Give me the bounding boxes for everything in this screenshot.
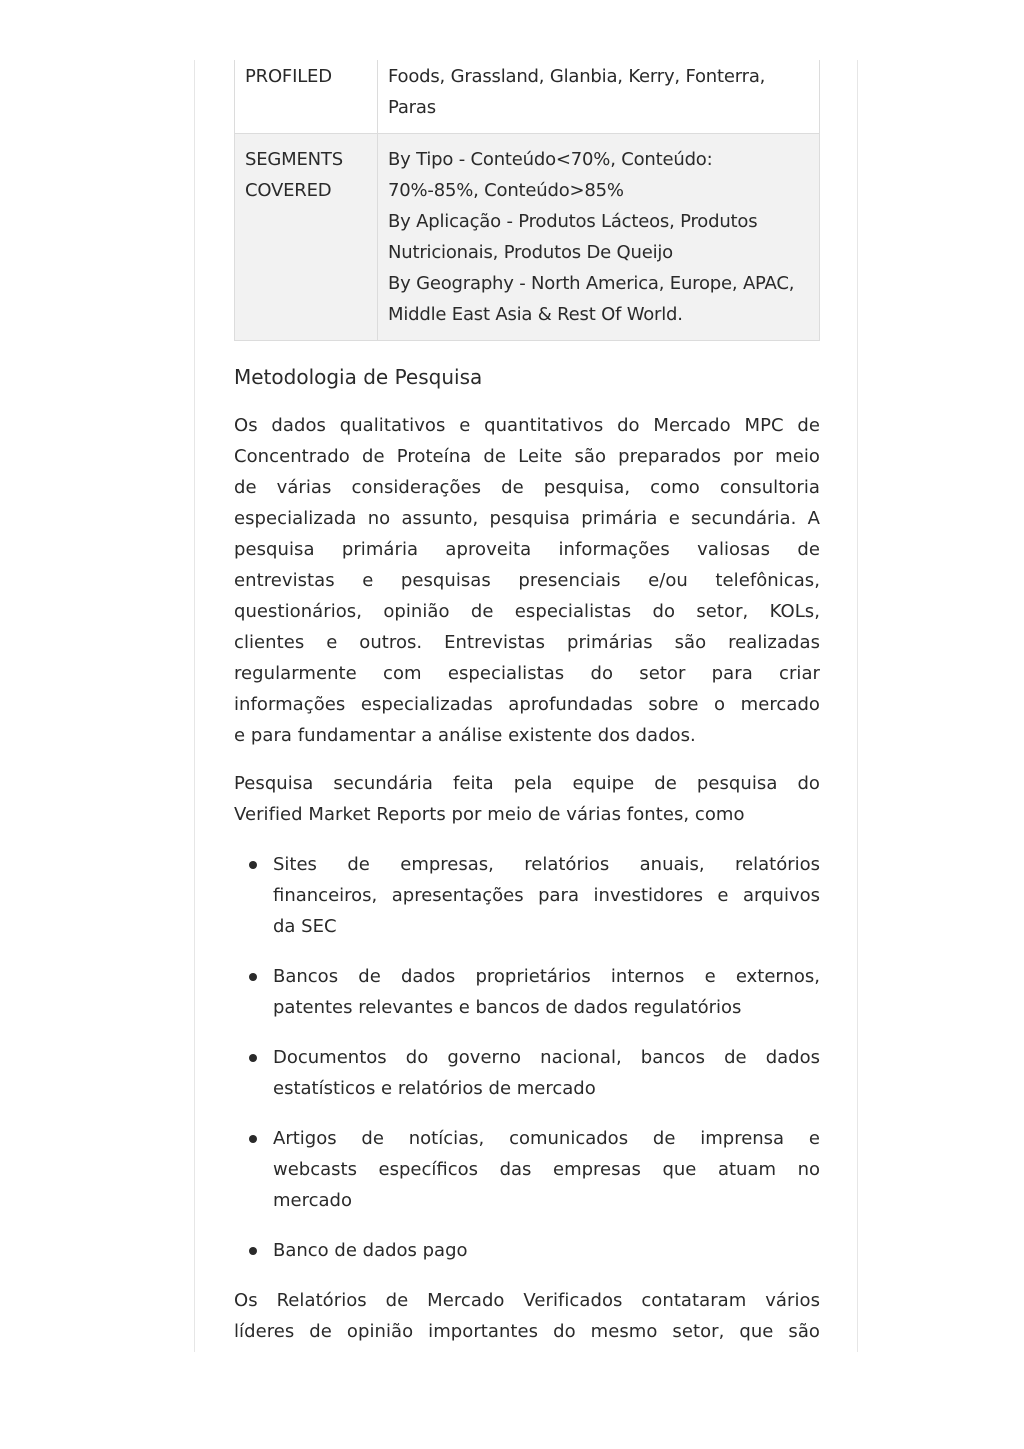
table-value-text: By Geography - North America, Europe, APAC, [388, 273, 795, 294]
paragraph-line: Os dados qualitativos e quantitativos do Mercado MPC de [234, 415, 820, 436]
table-label-text: COVERED [245, 180, 332, 201]
table-value-cell [378, 134, 820, 341]
paragraph-line: pesquisa primária aproveita informações valiosas de [234, 539, 820, 560]
document-content [234, 60, 820, 1347]
table-label-cell [235, 134, 378, 341]
table-value-text: Foods, Grassland, Glanbia, Kerry, Fonterra, [388, 66, 766, 87]
list-item-line: patentes relevantes e bancos de dados regulatórios [273, 997, 742, 1018]
list-item-line: Artigos de notícias, comunicados de imprensa e [273, 1128, 820, 1149]
report-scope-table [234, 60, 820, 341]
table-value-text: By Tipo - Conteúdo<70%, Conteúdo: [388, 149, 713, 170]
list-item-line: webcasts específicos das empresas que atuam no [273, 1159, 820, 1180]
table-row-segments-covered [235, 134, 820, 341]
paragraph-line: especializada no assunto, pesquisa primária e secundária. A [234, 508, 820, 529]
section-heading: Metodologia de Pesquisa [234, 365, 483, 389]
table-label-cell [235, 60, 378, 134]
sources-list [234, 849, 820, 1266]
list-item-line: Documentos do governo nacional, bancos de dados [273, 1047, 820, 1068]
bullet-icon [249, 973, 257, 981]
table-label-text: SEGMENTS [245, 149, 343, 170]
bullet-icon [249, 1247, 257, 1255]
paragraph-line: e para fundamentar a análise existente dos dados. [234, 725, 696, 746]
bullet-icon [249, 1054, 257, 1062]
paragraph-line: questionários, opinião de especialistas do setor, KOLs, [234, 601, 820, 622]
paragraph-line: regularmente com especialistas do setor para criar [234, 663, 820, 684]
list-item-line: financeiros, apresentações para investidores e arquivos [273, 885, 820, 906]
table-value-text: Paras [388, 97, 436, 118]
list-item-line: Banco de dados pago [273, 1240, 468, 1261]
list-item [234, 849, 820, 942]
table-label-text: PROFILED [245, 66, 332, 87]
table-value-text: 70%-85%, Conteúdo>85% [388, 180, 624, 201]
table-value-cell [378, 60, 820, 134]
paragraph-line: clientes e outros. Entrevistas primárias são realizadas [234, 632, 820, 653]
table-value-text: Nutricionais, Produtos De Queijo [388, 242, 673, 263]
list-item-line: Sites de empresas, relatórios anuais, relatórios [273, 854, 820, 875]
list-item-line: estatísticos e relatórios de mercado [273, 1078, 596, 1099]
list-item [234, 1235, 820, 1266]
opinion-leaders-paragraph [234, 1285, 820, 1347]
list-item [234, 961, 820, 1023]
list-item [234, 1123, 820, 1216]
paragraph-line: entrevistas e pesquisas presenciais e/ou telefônicas, [234, 570, 820, 591]
table-value-text: Middle East Asia & Rest Of World. [388, 304, 683, 325]
bullet-icon [249, 1135, 257, 1143]
secondary-research-paragraph [234, 768, 820, 830]
paragraph-line: líderes de opinião importantes do mesmo setor, que são [234, 1321, 820, 1342]
list-item-line: Bancos de dados proprietários internos e externos, [273, 966, 820, 987]
list-item-line: da SEC [273, 916, 337, 937]
bullet-icon [249, 861, 257, 869]
list-item-line: mercado [273, 1190, 352, 1211]
document-page [194, 60, 858, 1352]
methodology-paragraph [234, 410, 820, 751]
table-value-text: By Aplicação - Produtos Lácteos, Produtos [388, 211, 758, 232]
list-item [234, 1042, 820, 1104]
paragraph-line: de várias considerações de pesquisa, como consultoria [234, 477, 820, 498]
paragraph-line: Verified Market Reports por meio de várias fontes, como [234, 804, 745, 825]
paragraph-line: informações especializadas aprofundadas sobre o mercado [234, 694, 820, 715]
paragraph-line: Concentrado de Proteína de Leite são preparados por meio [234, 446, 820, 467]
paragraph-line: Os Relatórios de Mercado Verificados contataram vários [234, 1290, 820, 1311]
table-row-profiled [235, 60, 820, 134]
paragraph-line: Pesquisa secundária feita pela equipe de pesquisa do [234, 773, 820, 794]
